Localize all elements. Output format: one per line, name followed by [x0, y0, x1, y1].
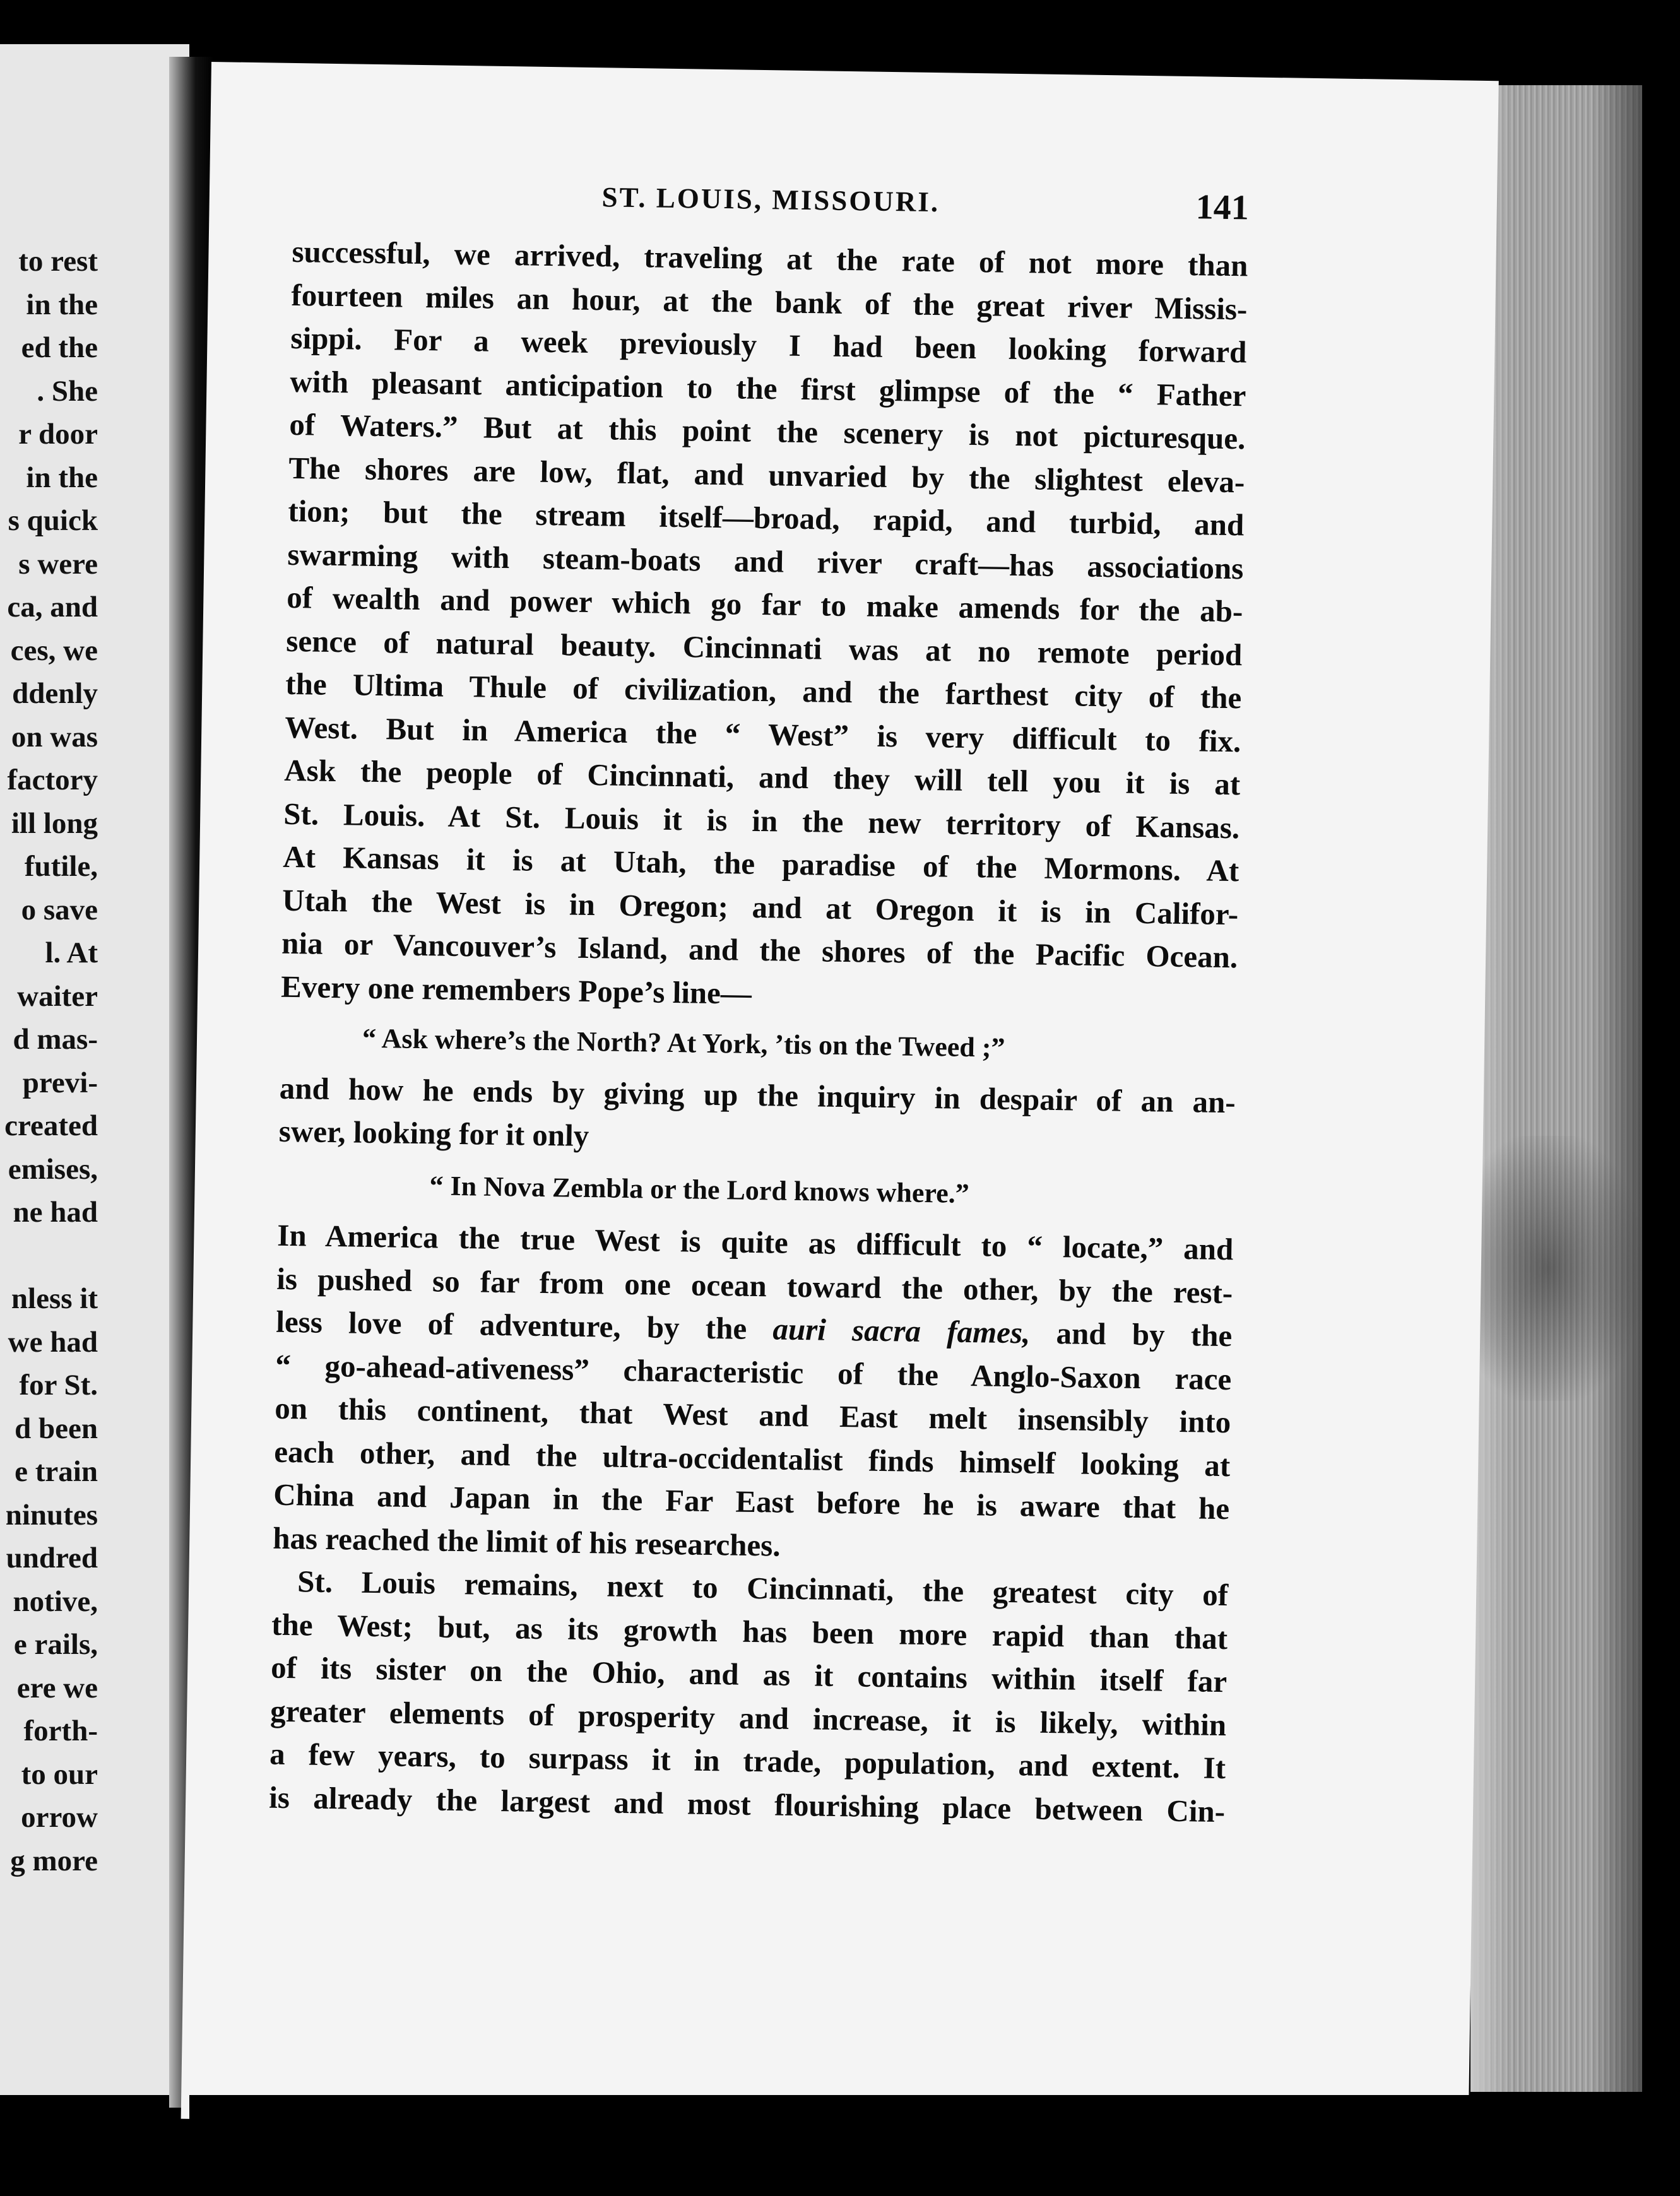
paragraph	[269, 1560, 1229, 1833]
text-line: In America the true West is quite as difficult to “ locate,” and	[277, 1217, 1234, 1267]
previous-page-line: orrow	[21, 1801, 98, 1834]
previous-page-line: emises,	[8, 1152, 98, 1186]
paragraph	[281, 230, 1248, 1022]
text-line: greater elements of prosperity and increase, it is likely, within	[269, 1693, 1227, 1742]
page-141	[181, 62, 1499, 2138]
text-line: Ask the people of Cincinnati, and they will tell you it is at	[283, 752, 1241, 802]
text-line: of Waters.” But at this point the scenery is not picturesque.	[289, 406, 1246, 456]
previous-page-line: nless it	[11, 1282, 98, 1315]
text-line: tion; but the stream itself—broad, rapid, and turbid, and	[288, 493, 1245, 543]
text-line: successful, we arrived, traveling at the rate of not more than	[292, 233, 1248, 283]
text-line: the Ultima Thule of civilization, and the farthest city of the	[285, 666, 1242, 716]
previous-page-line: in the	[26, 288, 98, 321]
previous-page-line: s were	[18, 547, 98, 581]
previous-page-line: created	[4, 1109, 98, 1142]
previous-page-text	[0, 240, 98, 1882]
text-line: with pleasant anticipation to the first glimpse of the “ Father	[290, 363, 1246, 413]
previous-page-line: ddenly	[12, 677, 98, 710]
page-stain	[1470, 1136, 1642, 1401]
previous-page-line: previ-	[22, 1066, 98, 1099]
previous-page-line: g more	[10, 1844, 98, 1877]
previous-page	[0, 44, 189, 2095]
text-line: “ go-ahead-ativeness” characteristic of the Anglo-Saxon race	[275, 1347, 1232, 1396]
previous-page-line: futile,	[24, 850, 98, 883]
previous-page-line: ed the	[21, 331, 98, 364]
text-line: and how he ends by giving up the inquiry in despair of an an-	[279, 1070, 1236, 1119]
text-run: less love of adventure, by the	[275, 1304, 773, 1347]
scan-background	[189, 2095, 1679, 2196]
previous-page-line: e train	[15, 1455, 98, 1488]
previous-page-line: ere we	[16, 1671, 98, 1704]
running-title: ST. LOUIS, MISSOURI.	[601, 181, 940, 218]
text-line: St. Louis. At St. Louis it is in the new territory of Kansas.	[283, 796, 1240, 845]
verse-quote: “ In Nova Zembla or the Lord knows where.”	[429, 1169, 970, 1209]
previous-page-line	[0, 1234, 98, 1278]
previous-page-line: d mas-	[13, 1023, 98, 1056]
previous-page-line: s quick	[8, 504, 98, 537]
text-line: has reached the limit of his researches.	[272, 1520, 781, 1563]
previous-page-line: waiter	[17, 979, 98, 1013]
previous-page-line: r door	[18, 418, 98, 451]
text-line: Every one remembers Pope’s line—	[280, 969, 752, 1011]
latin-phrase: auri sacra fames,	[772, 1311, 1031, 1350]
page-stack-shadow	[1470, 85, 1642, 2092]
previous-page-line: forth-	[23, 1715, 98, 1747]
previous-page-line: ces, we	[10, 634, 98, 667]
previous-page-line: notive,	[13, 1585, 98, 1618]
text-line: sippi. For a week previously I had been looking forward	[290, 320, 1247, 370]
previous-page-line: factory	[7, 764, 98, 796]
previous-page-line: ne had	[13, 1196, 98, 1229]
text-line: of its sister on the Ohio, and as it contains within itself far	[270, 1650, 1227, 1699]
text-line: of wealth and power which go far to make amends for the ab-	[287, 579, 1243, 629]
previous-page-line: o save	[21, 893, 98, 926]
text-run: and by the	[1029, 1315, 1233, 1354]
text-line: swer, looking for it only	[278, 1113, 589, 1154]
text-line: China and Japan in the Far East before he is aware that he	[273, 1477, 1230, 1526]
text-line: the West; but, as its growth has been more rapid than that	[271, 1607, 1228, 1656]
previous-page-line: we had	[8, 1325, 98, 1359]
previous-page-line: to our	[21, 1757, 98, 1791]
previous-page-line: ill long	[11, 806, 98, 840]
text-line: Utah the West is in Oregon; and at Oregon it is in Califor-	[281, 882, 1239, 931]
previous-page-line: l. At	[45, 936, 98, 969]
text-line: a few years, to surpass it in trade, population, and extent. It	[269, 1736, 1226, 1786]
text-line: At Kansas it is at Utah, the paradise of the Mormons. At	[282, 839, 1239, 888]
page-text	[269, 174, 1250, 1833]
verse-quote: “ Ask where’s the North? At York, ’tis on the Tweed ;”	[362, 1022, 1005, 1063]
paragraph	[273, 1214, 1234, 1574]
text-line: fourteen miles an hour, at the bank of the great river Missis-	[291, 277, 1248, 326]
page-number: 141	[1195, 187, 1250, 228]
previous-page-line: for St.	[19, 1369, 98, 1402]
text-line: swarming with steam-boats and river craft—has associations	[287, 536, 1244, 586]
text-line: is already the largest and most flourishing place between Cin-	[268, 1780, 1226, 1829]
previous-page-line: ca, and	[7, 591, 98, 623]
previous-page-line: d been	[15, 1412, 98, 1445]
text-line: nia or Vancouver’s Island, and the shores of the Pacific Ocean.	[281, 925, 1238, 975]
previous-page-line: in the	[26, 461, 98, 494]
text-line: St. Louis remains, next to Cincinnati, the greatest city of	[297, 1564, 1229, 1613]
previous-page-line: . She	[37, 374, 98, 408]
previous-page-line: on was	[11, 720, 98, 753]
text-line: each other, and the ultra-occidentalist finds himself looking at	[273, 1434, 1231, 1483]
text-line: is pushed so far from one ocean toward the other, by the rest-	[276, 1261, 1233, 1310]
text-line: sence of natural beauty. Cincinnati was at no remote period	[286, 623, 1243, 672]
previous-page-line: to rest	[18, 245, 98, 278]
text-line: on this continent, that West and East melt insensibly into	[274, 1390, 1231, 1440]
text-line: The shores are low, flat, and unvaried by the slightest eleva-	[288, 450, 1245, 499]
text-line: West. But in America the “ West” is very difficult to fix.	[284, 709, 1241, 759]
previous-page-line: undred	[6, 1542, 98, 1574]
paragraph	[278, 1066, 1236, 1167]
previous-page-line: ninutes	[5, 1498, 98, 1532]
previous-page-line: e rails,	[13, 1628, 98, 1661]
